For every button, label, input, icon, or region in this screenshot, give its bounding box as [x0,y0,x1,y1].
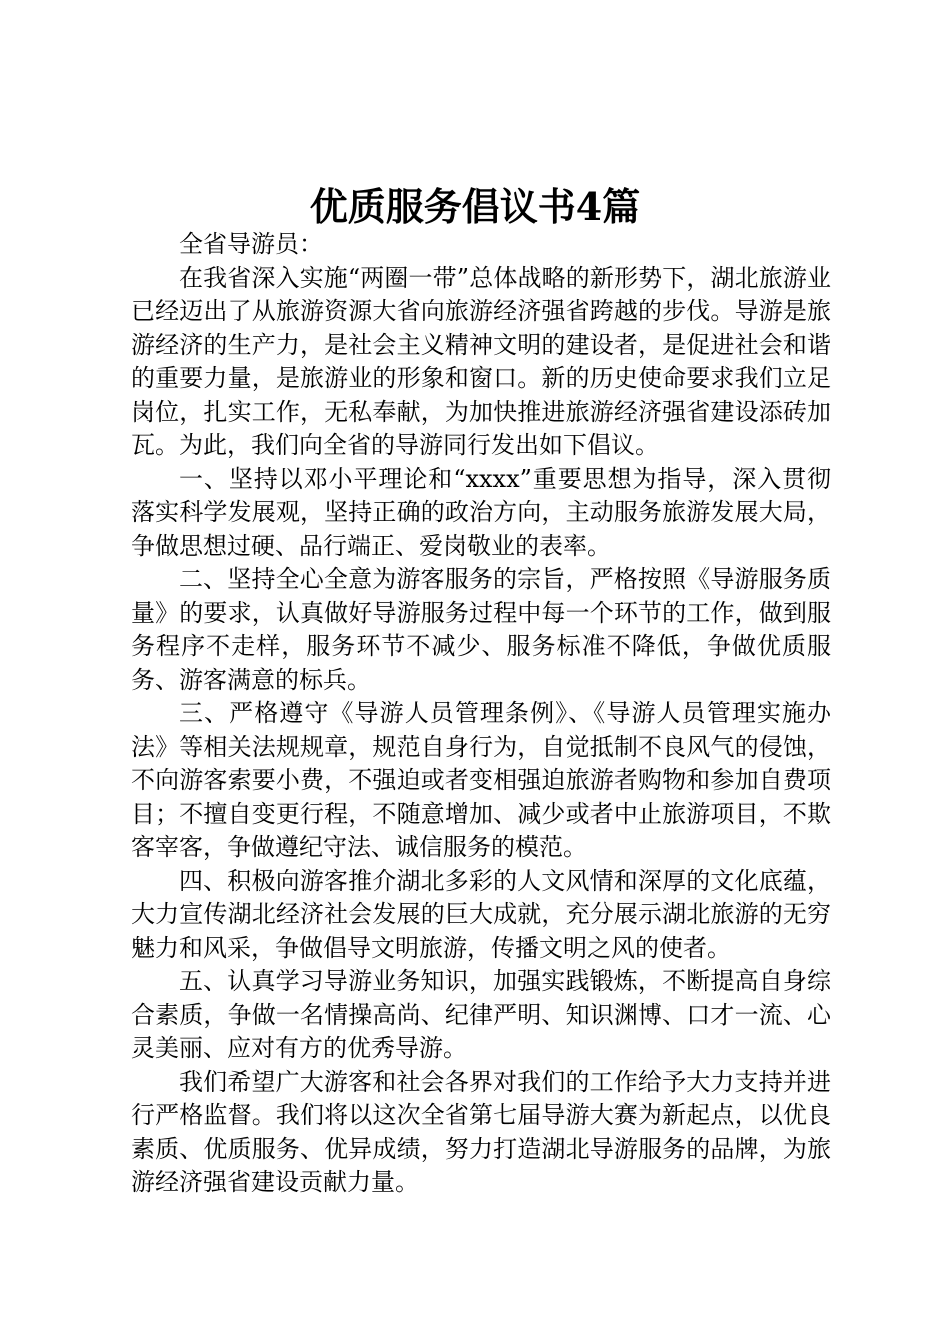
paragraph-item-4: 四、积极向游客推介湖北多彩的人文风情和深厚的文化底蕴，大力宣传湖北经济社会发展的巨大成就，充分展示湖北旅游的无穷魅力和风采，争做倡导文明旅游，传播文明之风的使者。 [131,866,831,962]
salutation: 全省导游员： [179,230,323,258]
paragraph-item-1: 一、坚持以邓小平理论和“xxxx”重要思想为指导，深入贯彻落实科学发展观，坚持正确的政治方向，主动服务旅游发展大局，争做思想过硬、品行端正、爱岗敬业的表率。 [131,464,831,560]
paragraph-item-5: 五、认真学习导游业务知识，加强实践锻炼，不断提高自身综合素质，争做一名情操高尚、纪律严明、知识渊博、口才一流、心灵美丽、应对有方的优秀导游。 [131,967,831,1062]
paragraph-closing: 我们希望广大游客和社会各界对我们的工作给予大力支持并进行严格监督。我们将以这次全省第七届导游大赛为新起点，以优良素质、优质服务、优异成绩，努力打造湖北导游服务的品牌，为旅游经济强省建设贡献力量。 [131,1067,831,1196]
paragraph-intro: 在我省深入实施“两圈一带”总体战略的新形势下，湖北旅游业已经迈出了从旅游资源大省向旅游经济强省跨越的步伐。导游是旅游经济的生产力，是社会主义精神文明的建设者，是促进社会和谐的重要力量，是旅游业的形象和窗口。新的历史使命要求我们立足岗位，扎实工作，无私奉献，为加快推进旅游经济强省建设添砖加瓦。为此，我们向全省的导游同行发出如下倡议。 [131,263,831,459]
paragraph-item-2: 二、坚持全心全意为游客服务的宗旨，严格按照《导游服务质量》的要求，认真做好导游服务过程中每一个环节的工作，做到服务程序不走样，服务环节不减少、服务标准不降低，争做优质服务、游客满意的标兵。 [131,565,831,694]
paragraph-item-3: 三、严格遵守《导游人员管理条例》、《导游人员管理实施办法》等相关法规规章，规范自身行为，自觉抵制不良风气的侵蚀，不向游客索要小费，不强迫或者变相强迫旅游者购物和参加自费项目；不擅自变更行程，不随意增加、减少或者中止旅游项目，不欺客宰客，争做遵纪守法、诚信服务的模范。 [131,699,831,861]
document-title: 优质服务倡议书4篇 [309,184,641,229]
document-body [131,228,831,1200]
